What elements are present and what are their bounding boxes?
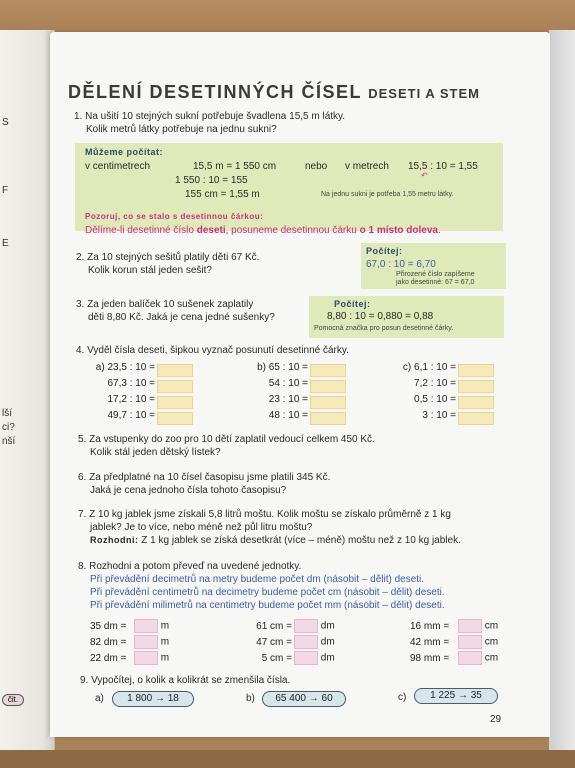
ex1-box-label: Můžeme počítat: <box>85 147 164 157</box>
textbook-page <box>50 32 550 737</box>
ex3-line1: 3. Za jeden balíček 10 sušenek zaplatily <box>76 299 254 310</box>
ex3-calc: 8,80 : 10 = 0,880 = 0,88 <box>327 311 434 322</box>
answer-field[interactable] <box>310 380 346 393</box>
ex4-b-expr: 54 : 10 = <box>268 378 308 389</box>
observe-rule-bold1: deseti <box>196 225 226 236</box>
left-fragment: lší <box>2 408 12 419</box>
ex4-a-expr: 17,2 : 10 = <box>107 394 155 405</box>
ex9-b-letter: b) <box>246 693 255 704</box>
ex8-expr: 98 mm = <box>410 652 450 664</box>
ex9-c-pill: 1 225 → 35 <box>414 688 498 704</box>
ex4-a-row <box>90 378 155 394</box>
ex3-calc-label: Počítej: <box>334 299 371 309</box>
ex8-expr: 5 cm = <box>261 652 292 664</box>
ex4-col-b <box>240 362 308 426</box>
answer-field[interactable] <box>310 396 346 409</box>
answer-field[interactable] <box>134 635 158 649</box>
answer-field[interactable] <box>458 364 494 377</box>
answer-field[interactable] <box>157 396 193 409</box>
ex7-line2: jablek? Je to více, nebo méně než půl litru moštu? <box>90 522 313 533</box>
ex1-nebo: nebo <box>305 161 328 172</box>
observe-rule-pre: Dělíme-li desetinné číslo <box>85 225 197 236</box>
ex1-note: Na jednu sukni je potřeba 1,55 metru látky. <box>321 191 454 198</box>
ex8-col2 <box>248 619 335 667</box>
ex2-line2: Kolik korun stál jeden sešit? <box>88 265 212 276</box>
ex8-unit: m <box>160 636 170 648</box>
ex6-line2: Jaká je cena jednoho čísla tohoto časopisu? <box>90 485 287 496</box>
ex1-m-label: v metrech <box>345 161 389 172</box>
ex8-unit: m <box>160 620 170 632</box>
ex1-eq3: 155 cm = 1,55 m <box>185 189 260 200</box>
title-sub: DESETI A STEM <box>368 86 480 101</box>
ex8-expr: 82 dm = <box>90 636 127 648</box>
ex8-unit: cm <box>484 620 499 632</box>
answer-field[interactable] <box>294 651 318 665</box>
ex8-rule1: Při převádění decimetrů na metry budeme počet dm (násobit – dělit) deseti. <box>90 574 425 585</box>
observe-rule-end: . <box>437 225 441 236</box>
ex4-a-expr: 67,3 : 10 = <box>107 378 155 389</box>
ex1-eq4: 15,5 : 10 = 1,55 <box>408 161 478 172</box>
ex8-col1 <box>90 619 169 667</box>
answer-field[interactable] <box>310 364 346 377</box>
ex1-eq1: 15,5 m = 1 550 cm <box>193 161 277 172</box>
ex4-c-expr: c) 6,1 : 10 = <box>402 362 456 373</box>
ex8-rule3: Při převádění milimetrů na centimetry budeme počet mm (násobit – dělit) deseti. <box>90 600 445 611</box>
ex3-note: Pomocná značka pro posun desetinné čárky. <box>314 325 454 332</box>
ex8-unit: dm <box>320 620 335 632</box>
table-surface-bottom <box>0 750 575 768</box>
ex3-line2: děti 8,80 Kč. Jaká je cena jedné sušenky? <box>88 312 275 323</box>
ex4-a-row <box>90 394 155 410</box>
ex8-col3 <box>410 619 498 667</box>
left-page-pill: čit. <box>2 694 24 706</box>
ex9-b-pill: 65 400 → 60 <box>262 691 346 707</box>
ex8-unit: dm <box>320 652 335 664</box>
comma-shift-arrow-icon: ↶ <box>421 171 428 180</box>
left-fragment: E <box>2 238 9 249</box>
ex4-col-a <box>90 362 155 426</box>
ex2-calc: 67,0 : 10 = 6,70 <box>366 259 436 270</box>
ex4-c-expr: 7,2 : 10 = <box>414 378 456 389</box>
ex9-a-pill: 1 800 → 18 <box>112 691 194 707</box>
ex5-line2: Kolik stál jeden dětský lístek? <box>90 447 221 458</box>
answer-field[interactable] <box>157 364 193 377</box>
answer-field[interactable] <box>458 380 494 393</box>
ex8-expr: 16 mm = <box>410 620 450 632</box>
ex9-header: 9. Vypočítej, o kolik a kolikrát se zmenšila čísla. <box>80 675 291 686</box>
observe-label: Pozoruj, co se stalo s desetinnou čárkou: <box>85 212 264 221</box>
left-fragment: nší <box>2 436 16 447</box>
ex7-hint-text: Z 1 kg jablek se získá desetkrát (více – méně) moštu než z 10 kg jablek. <box>141 535 461 546</box>
ex8-expr: 35 dm = <box>90 620 127 632</box>
ex4-header: 4. Vyděl čísla deseti, šipkou vyznač posunutí desetinné čárky. <box>76 345 349 356</box>
left-fragment: F <box>2 185 9 196</box>
answer-field[interactable] <box>134 619 158 633</box>
ex8-expr: 22 dm = <box>90 652 127 664</box>
ex8-expr: 42 mm = <box>410 636 450 648</box>
answer-field[interactable] <box>157 412 193 425</box>
answer-field[interactable] <box>458 619 482 633</box>
ex8-header: 8. Rozhodni a potom převeď na uvedené jednotky. <box>78 561 302 572</box>
ex8-expr: 61 cm = <box>256 620 292 632</box>
ex4-a-expr: 49,7 : 10 = <box>107 410 155 421</box>
left-fragment: ci? <box>2 422 15 433</box>
answer-field[interactable] <box>458 412 494 425</box>
ex4-b-expr: b) 65 : 10 = <box>257 362 308 373</box>
answer-field[interactable] <box>458 635 482 649</box>
ex8-unit: dm <box>320 636 335 648</box>
observe-rule <box>85 225 441 236</box>
ex4-a-expr: a) 23,5 : 10 = <box>95 362 155 373</box>
page-title <box>68 82 480 103</box>
ex4-b-answers <box>310 362 346 426</box>
ex4-c-expr: 0,5 : 10 = <box>414 394 456 405</box>
answer-field[interactable] <box>134 651 158 665</box>
answer-field[interactable] <box>294 635 318 649</box>
ex1-line1: 1. Na ušití 10 stejných sukní potřebuje švadlena 15,5 m látky. <box>74 111 346 122</box>
ex4-col-c <box>390 362 456 426</box>
observe-rule-mid: , posuneme desetinnou čárku <box>225 225 360 236</box>
ex2-note1: Přirozené číslo zapíšeme <box>396 271 475 278</box>
answer-field[interactable] <box>157 380 193 393</box>
ex7-hint <box>90 535 461 546</box>
ex4-a-row <box>90 410 155 426</box>
answer-field[interactable] <box>458 651 482 665</box>
ex1-cm-label: v centimetrech <box>85 161 151 172</box>
ex1-eq2: 1 550 : 10 = 155 <box>175 175 248 186</box>
ex5-line1: 5. Za vstupenky do zoo pro 10 dětí zaplatil vedoucí celkem 450 Kč. <box>78 434 375 445</box>
ex4-c-expr: 3 : 10 = <box>422 410 456 421</box>
title-main: DĚLENÍ DESETINNÝCH ČÍSEL <box>68 82 362 102</box>
ex8-unit: cm <box>484 636 499 648</box>
answer-field[interactable] <box>294 619 318 633</box>
ex2-calc-box <box>361 243 506 289</box>
right-page-edge <box>549 30 575 755</box>
ex8-rule2: Při převádění centimetrů na decimetry budeme počet cm (násobit – dělit) deseti. <box>90 587 445 598</box>
ex7-line1: 7. Z 10 kg jablek jsme získali 5,8 litrů moštu. Kolik moštu se získalo průměrně z 1 kg <box>78 509 451 520</box>
ex6-line1: 6. Za předplatné na 10 čísel časopisu jsme platili 345 Kč. <box>78 472 331 483</box>
ex8-unit: cm <box>484 652 499 664</box>
ex4-b-expr: 48 : 10 = <box>268 410 308 421</box>
ex4-b-expr: 23 : 10 = <box>268 394 308 405</box>
ex9-c-letter: c) <box>398 692 407 703</box>
ex8-unit: m <box>160 652 170 664</box>
ex2-line1: 2. Za 10 stejných sešitů platily děti 67 Kč. <box>76 252 260 263</box>
ex2-note2: jako desetinné: 67 = 67,0 <box>396 279 475 286</box>
ex4-c-answers <box>458 362 494 426</box>
observe-rule-bold2: o 1 místo doleva <box>359 225 438 236</box>
ex2-calc-label: Počítej: <box>366 246 403 256</box>
left-fragment: S <box>2 117 9 128</box>
page-number: 29 <box>490 714 502 725</box>
answer-field[interactable] <box>310 412 346 425</box>
ex4-a-answers <box>157 362 193 426</box>
answer-field[interactable] <box>458 396 494 409</box>
left-page-edge <box>0 30 55 755</box>
ex9-a-letter: a) <box>95 693 104 704</box>
ex1-line2: Kolik metrů látky potřebuje na jednu sukni? <box>86 124 277 135</box>
ex8-expr: 47 cm = <box>256 636 292 648</box>
ex3-calc-box <box>309 296 504 338</box>
ex7-hint-label: Rozhodni: <box>90 535 139 545</box>
ex4-a-row <box>90 362 155 378</box>
